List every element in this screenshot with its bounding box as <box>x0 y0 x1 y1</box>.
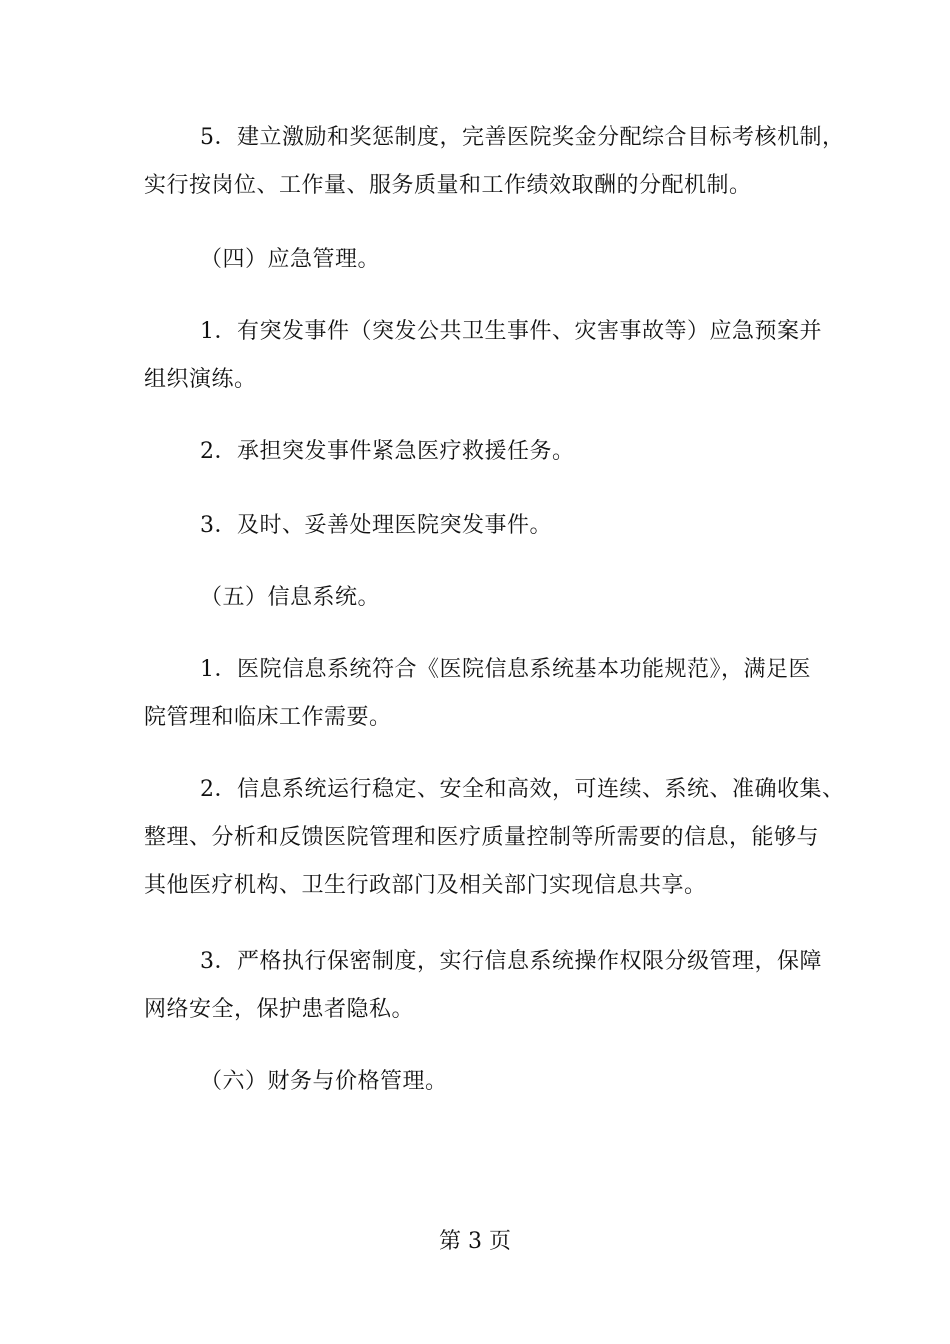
paragraph-his-compliance <box>144 646 811 742</box>
section-heading-text: （五）信息系统。 <box>200 585 381 610</box>
paragraph-incentive-system <box>144 114 845 210</box>
paragraph-line: 2．信息系统运行稳定、安全和高效，可连续、系统、准确收集、 <box>200 777 845 802</box>
paragraph-emergency-handling <box>144 502 808 550</box>
paragraph-line: 3．严格执行保密制度，实行信息系统操作权限分级管理，保障 <box>200 949 822 974</box>
section-heading-text: （六）财务与价格管理。 <box>200 1069 448 1094</box>
paragraph-line: 3．及时、妥善处理医院突发事件。 <box>200 513 552 538</box>
section-heading-finance-pricing <box>144 1058 808 1106</box>
paragraph-line: 组织演练。 <box>144 367 257 392</box>
paragraph-line: 网络安全，保护患者隐私。 <box>144 997 415 1022</box>
section-heading-text: （四）应急管理。 <box>200 247 381 272</box>
paragraph-his-operation <box>144 766 845 910</box>
paragraph-emergency-plan <box>144 308 822 404</box>
paragraph-line: 实行按岗位、工作量、服务质量和工作绩效取酬的分配机制。 <box>144 173 752 198</box>
paragraph-line: 其他医疗机构、卫生行政部门及相关部门实现信息共享。 <box>144 873 707 898</box>
section-heading-emergency-management <box>144 236 808 284</box>
paragraph-confidentiality <box>144 938 822 1034</box>
paragraph-line: 1．医院信息系统符合《医院信息系统基本功能规范》，满足医 <box>200 657 811 682</box>
paragraph-line: 2．承担突发事件紧急医疗救援任务。 <box>200 439 575 464</box>
section-heading-information-system <box>144 574 808 622</box>
paragraph-emergency-rescue <box>144 428 808 476</box>
paragraph-line: 1．有突发事件（突发公共卫生事件、灾害事故等）应急预案并 <box>200 319 822 344</box>
page-number-footer: 第 3 页 <box>439 1229 511 1254</box>
paragraph-line: 整理、分析和反馈医院管理和医疗质量控制等所需要的信息，能够与 <box>144 825 820 850</box>
paragraph-line: 院管理和临床工作需要。 <box>144 705 392 730</box>
paragraph-line: 5．建立激励和奖惩制度，完善医院奖金分配综合目标考核机制， <box>200 125 845 150</box>
